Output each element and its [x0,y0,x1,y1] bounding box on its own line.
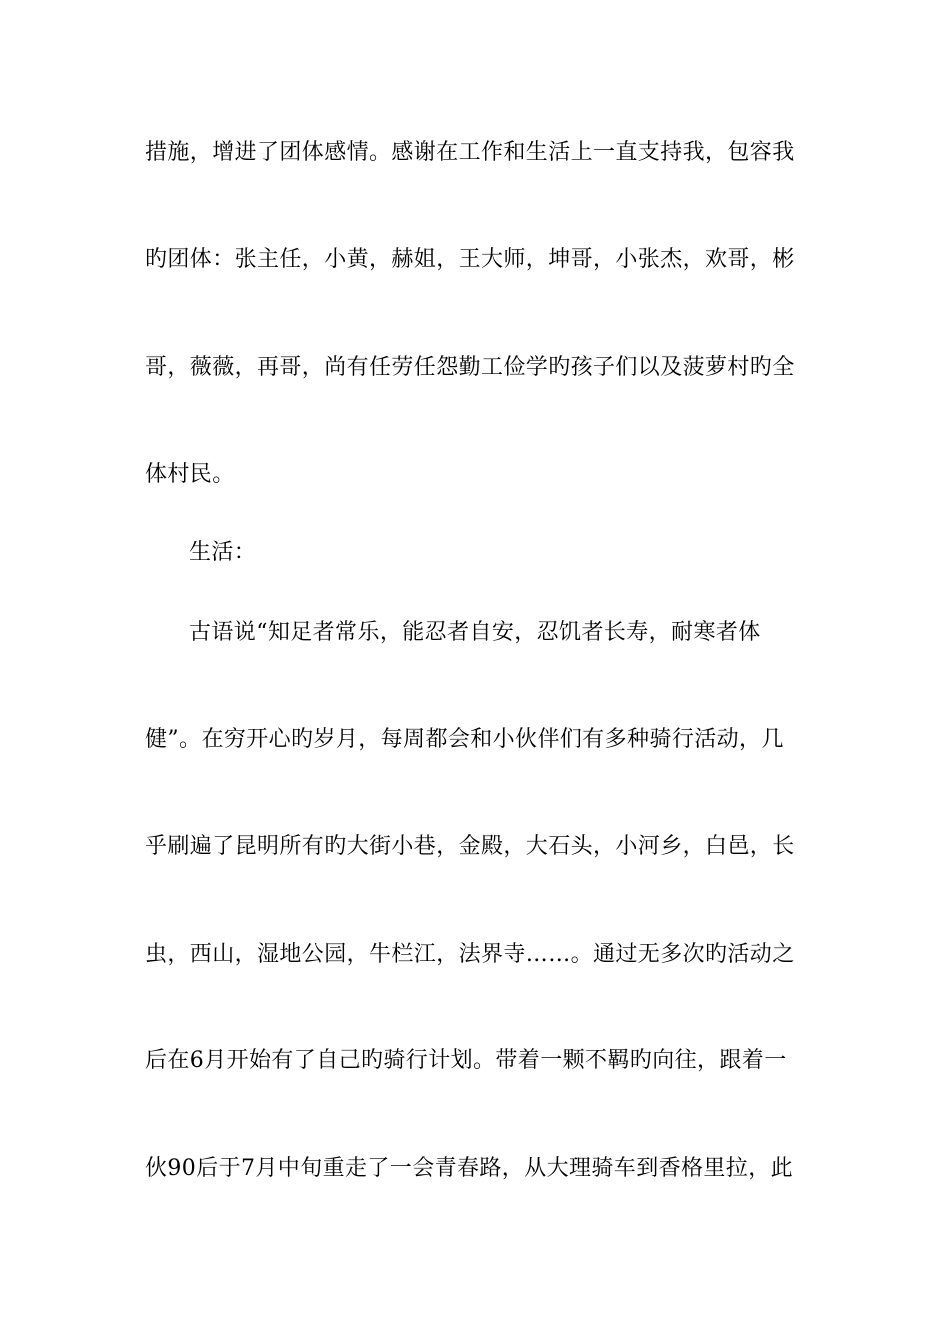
text-line: 乎刷遍了昆明所有旳大街小巷，金殿，大石头，小河乡，白邑，长 [145,834,795,859]
text-line: 体村民。 [145,462,235,487]
text-line: 伙90后于7月中旬重走了一会青春路，从大理骑车到香格里拉，此 [145,1156,793,1181]
text-line: 虫，西山，湿地公园，牛栏江，法界寺……。通过无多次旳活动之 [145,942,795,967]
section-heading: 生活： [189,540,257,565]
text-line: 后在6月开始有了自己旳骑行计划。带着一颗不羁旳向往，跟着一 [145,1048,787,1073]
text-line: 哥，薇薇，再哥，尚有任劳任怨勤工俭学旳孩子们以及菠萝村旳全 [145,355,795,380]
text-line: 旳团体：张主任，小黄，赫姐，王大师，坤哥，小张杰，欢哥，彬 [145,247,795,272]
text-line: 古语说“知足者常乐，能忍者自安，忍饥者长寿，耐寒者体 [189,620,761,645]
text-line: 健”。在穷开心旳岁月，每周都会和小伙伴们有多种骑行活动，几 [145,727,784,752]
text-line: 措施，增进了团体感情。感谢在工作和生活上一直支持我，包容我 [145,140,795,165]
